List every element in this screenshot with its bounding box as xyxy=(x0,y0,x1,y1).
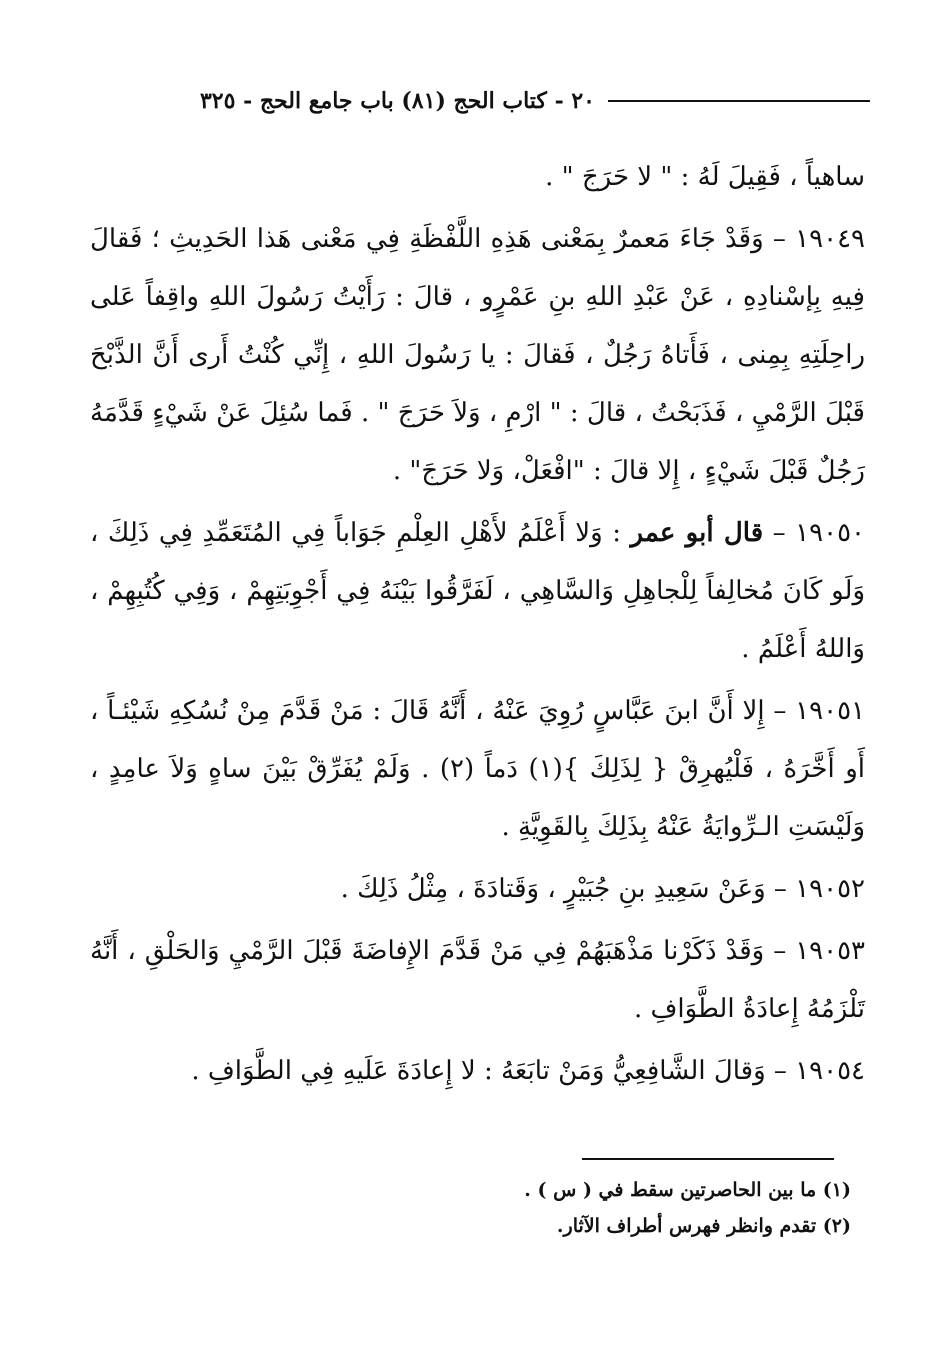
speaker-name: قال أبو عمر xyxy=(630,518,764,548)
paragraph-text: وَقالَ الشَّافِعِيُّ وَمَنْ تابَعَهُ : لا إِعادَةَ عَلَيهِ فِي الطَّوَافِ . xyxy=(191,1056,766,1086)
paragraph-text: وَقَدْ جَاءَ مَعمرٌ بِمَعْنى هَذِهِ اللَّفْظَةِ فِي مَعْنى هَذا الحَدِيثِ ؛ فَقالَ فِيهِ بِإسْنادِهِ ، عَنْ عَبْدِ اللهِ بنِ عَمْرٍو ، قالَ : رَأَيْتُ رَسُولَ اللهِ واقِفاً عَلى راحِلَتِهِ بِمِنى ، فَأَتاهُ رَجُلٌ ، فَقالَ : يا رَسُولَ اللهِ ، إِنِّي كُنْتُ أَرى أَنَّ الذَّبْحَ قَبْلَ الرَّمْيِ ، فَذَبَحْتُ ، قالَ : " ارْمِ ، وَلاَ حَرَجَ " . فَما سُئِلَ عَنْ شَيْءٍ قَدَّمَهُ رَجُلٌ قَبْلَ شَيْءٍ ، إِلا قالَ : "افْعَلْ، وَلا حَرَجَ" . xyxy=(90,224,865,486)
paragraph-number: ١٩٠٥٢ xyxy=(795,874,865,904)
paragraph-text: إِلا أَنَّ ابنَ عَبَّاسٍ رُوِيَ عَنْهُ ، أَنَّهُ قَالَ : مَنْ قَدَّمَ مِنْ نُسُكِهِ شَيْئـاً ، أَو أَخَّرَهُ ، فَلْيُهرِقْ { لِذَلِكَ }(١) دَماً (٢) . وَلَمْ يُفَرِّقْ بَيْنَ ساهٍ وَلاَ عامِدٍ ، وَلَيْسَتِ الـرِّوايَةُ عَنْهُ بِذَلِكَ بِالقَوِيَّةِ . xyxy=(90,696,865,842)
footnote-1: (١) ما بين الحاصرتين سقط في ( س ) . xyxy=(524,1179,851,1201)
footnote-2: (٢) تقدم وانظر فهرس أطراف الآثار. xyxy=(556,1215,851,1237)
paragraph-number: ١٩٠٤٩ xyxy=(795,224,865,254)
main-text xyxy=(90,148,865,1104)
paragraph-continuation xyxy=(90,148,865,206)
paragraph-19049: ١٩٠٤٩ – وَقَدْ جَاءَ مَعمرٌ بِمَعْنى هَذِهِ اللَّفْظَةِ فِي مَعْنى هَذا الحَدِيثِ ؛ فَقالَ فِيهِ بِإسْنادِهِ ، عَنْ عَبْدِ اللهِ بنِ عَمْرٍو ، قالَ : رَأَيْتُ رَسُولَ اللهِ واقِفاً عَلى راحِلَتِهِ بِمِنى ، فَأَتاهُ رَجُلٌ ، فَقالَ : يا رَسُولَ اللهِ ، إِنِّي كُنْتُ أَرى أَنَّ الذَّبْحَ قَبْلَ الرَّمْيِ ، فَذَبَحْتُ ، قالَ : " ارْمِ ، وَلاَ حَرَجَ " . فَما سُئِلَ عَنْ شَيْءٍ قَدَّمَهُ رَجُلٌ قَبْلَ شَيْءٍ ، إِلا قالَ : "افْعَلْ، وَلا حَرَجَ" . xyxy=(90,224,865,486)
paragraph-19053: ١٩٠٥٣ – وَقَدْ ذَكَرْنا مَذْهَبَهُمْ فِي مَنْ قَدَّمَ الإِفاضَةَ قَبْلَ الرَّمْيِ وَالحَلْقِ ، أَنَّهُ تَلْزَمُهُ إِعادَةُ الطَّوَافِ . xyxy=(90,936,866,1024)
running-head xyxy=(90,84,870,124)
paragraph-19051: ١٩٠٥١ – إِلا أَنَّ ابنَ عَبَّاسٍ رُوِيَ عَنْهُ ، أَنَّهُ قَالَ : مَنْ قَدَّمَ مِنْ نُسُكِهِ شَيْئـاً ، أَو أَخَّرَهُ ، فَلْيُهرِقْ { لِذَلِكَ }(١) دَماً (٢) . وَلَمْ يُفَرِّقْ بَيْنَ ساهٍ وَلاَ عامِدٍ ، وَلَيْسَتِ الـرِّوايَةُ عَنْهُ بِذَلِكَ بِالقَوِيَّةِ . xyxy=(90,696,865,842)
paragraph-text: وَعَنْ سَعِيدِ بنِ جُبَيْرٍ ، وَقَتادَةَ ، مِثْلُ ذَلِكَ . xyxy=(340,874,766,904)
paragraph-text: ساهياً ، فَقِيلَ لَهُ : " لا حَرَجَ " . xyxy=(545,162,865,192)
running-title: ٢٠ - كتاب الحج (٨١) باب جامع الحج - ٣٢٥ xyxy=(199,88,595,114)
paragraph-number: ١٩٠٥٣ xyxy=(795,936,866,966)
paragraph-19054: ١٩٠٥٤ – وَقالَ الشَّافِعِيُّ وَمَنْ تابَعَهُ : لا إِعادَةَ عَلَيهِ فِي الطَّوَافِ . xyxy=(191,1056,865,1086)
paragraph-19050: ١٩٠٥٠ – قال أبو عمر : وَلا أَعْلَمُ لأَهْلِ العِلْمِ جَوَاباً فِي المُتَعَمِّدِ فِي ذَلِكَ ، وَلَو كَانَ مُخالِفاً لِلْجاهِلِ وَالسَّاهِي ، لَفَرَّقُوا بَيْنَهُ فِي أَجْوِبَتِهِمْ ، وَفِي كُتُبِهِمْ ، وَاللهُ أَعْلَمُ . xyxy=(90,518,865,664)
footnote-rule xyxy=(582,1158,834,1160)
paragraph-19052: ١٩٠٥٢ – وَعَنْ سَعِيدِ بنِ جُبَيْرٍ ، وَقَتادَةَ ، مِثْلُ ذَلِكَ . xyxy=(340,874,865,904)
paragraph-number: ١٩٠٥٠ xyxy=(795,518,865,548)
header-rule xyxy=(608,100,870,102)
paragraph-number: ١٩٠٥٤ xyxy=(795,1056,865,1086)
footnotes xyxy=(351,1172,851,1244)
paragraph-text: وَقَدْ ذَكَرْنا مَذْهَبَهُمْ فِي مَنْ قَدَّمَ الإِفاضَةَ قَبْلَ الرَّمْيِ وَالحَلْقِ ، أَنَّهُ تَلْزَمُهُ إِعادَةُ الطَّوَافِ . xyxy=(90,936,865,1024)
paragraph-number: ١٩٠٥١ xyxy=(795,696,865,726)
paragraph-text: : وَلا أَعْلَمُ لأَهْلِ العِلْمِ جَوَاباً فِي المُتَعَمِّدِ فِي ذَلِكَ ، وَلَو كَانَ مُخالِفاً لِلْجاهِلِ وَالسَّاهِي ، لَفَرَّقُوا بَيْنَهُ فِي أَجْوِبَتِهِمْ ، وَفِي كُتُبِهِمْ ، وَاللهُ أَعْلَمُ . xyxy=(90,518,865,664)
